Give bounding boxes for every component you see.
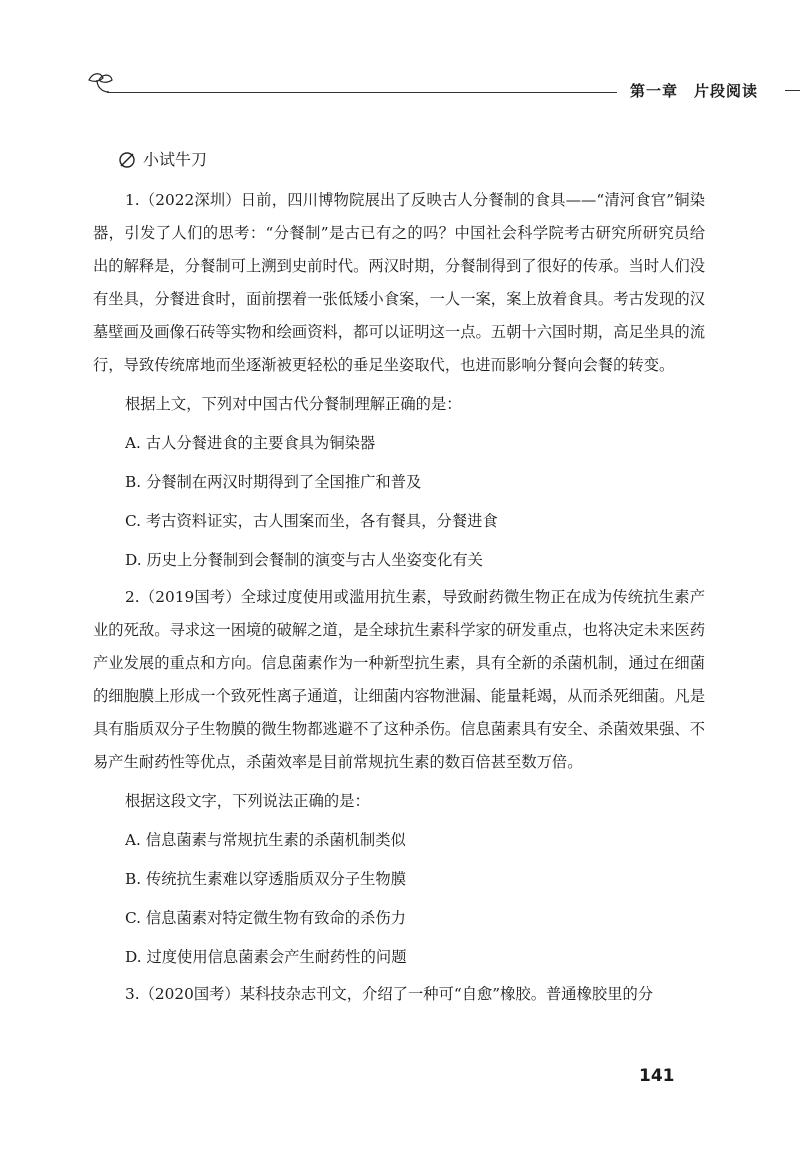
question-2 xyxy=(93,581,705,974)
question-1-option-d: D. 历史上分餐制到会餐制的演变与古人坐姿变化有关 xyxy=(125,551,483,569)
question-1-option-c: C. 考古资料证实，古人围案而坐，各有餐具，分餐进食 xyxy=(125,512,498,530)
question-2-option-d: D. 过度使用信息菌素会产生耐药性的问题 xyxy=(125,948,407,966)
leaf-ornament-icon xyxy=(85,70,125,98)
chapter-label: 第一章 片段阅读 xyxy=(630,82,759,100)
question-1-option-b: B. 分餐制在两汉时期得到了全国推广和普及 xyxy=(125,473,422,491)
header-rule-right xyxy=(785,90,800,91)
question-1-prompt: 根据上文，下列对中国古代分餐制理解正确的是： xyxy=(125,395,462,413)
question-2-option-a: A. 信息菌素与常规抗生素的杀菌机制类似 xyxy=(125,831,406,849)
header-rule-left xyxy=(107,92,617,93)
question-3 xyxy=(93,978,705,1011)
page-number: 141 xyxy=(639,1066,675,1086)
section-title: 小试牛刀 xyxy=(143,150,208,169)
question-2-prompt: 根据这段文字，下列说法正确的是： xyxy=(125,792,370,810)
page-header xyxy=(85,70,785,100)
question-1-text: 1.（2022深圳）日前，四川博物院展出了反映古人分餐制的食具——“清河食官”铜染器，引发了人们的思考：“分餐制”是古已有之的吗？中国社会科学院考古研究所研究员给出的解释是，分餐制可上溯到史前时代。两汉时期，分餐制得到了很好的传承。当时人们没有坐具，分餐进食时，面前摆着一张低矮小食案，一人一案，案上放着食具。考古发现的汉墓壁画及画像石砖等实物和绘画资料，都可以证明这一点。五朝十六国时期，高足坐具的流行，导致传统席地而坐逐渐被更轻松的垂足坐姿取代，也进而影响分餐向会餐的转变。 xyxy=(93,191,705,374)
question-1-option-a: A. 古人分餐进食的主要食具为铜染器 xyxy=(125,434,376,452)
pencil-icon xyxy=(117,150,137,170)
question-1 xyxy=(93,184,705,577)
question-2-option-b: B. 传统抗生素难以穿透脂质双分子生物膜 xyxy=(125,870,407,888)
page-content xyxy=(93,140,705,1011)
question-2-text: 2.（2019国考）全球过度使用或滥用抗生素，导致耐药微生物正在成为传统抗生素产业的死敌。寻求这一困境的破解之道，是全球抗生素科学家的研发重点，也将决定未来医药产业发展的重点和方向。信息菌素作为一种新型抗生素，具有全新的杀菌机制，通过在细菌的细胞膜上形成一个致死性离子通道，让细菌内容物泄漏、能量耗竭，从而杀死细菌。凡是具有脂质双分子生物膜的微生物都逃避不了这种杀伤。信息菌素具有安全、杀菌效果强、不易产生耐药性等优点，杀菌效率是目前常规抗生素的数百倍甚至数万倍。 xyxy=(93,588,705,771)
section-heading xyxy=(117,140,705,180)
question-3-text: 3.（2020国考）某科技杂志刊文，介绍了一种可“自愈”橡胶。普通橡胶里的分 xyxy=(125,985,654,1003)
question-2-option-c: C. 信息菌素对特定微生物有致命的杀伤力 xyxy=(125,909,406,927)
